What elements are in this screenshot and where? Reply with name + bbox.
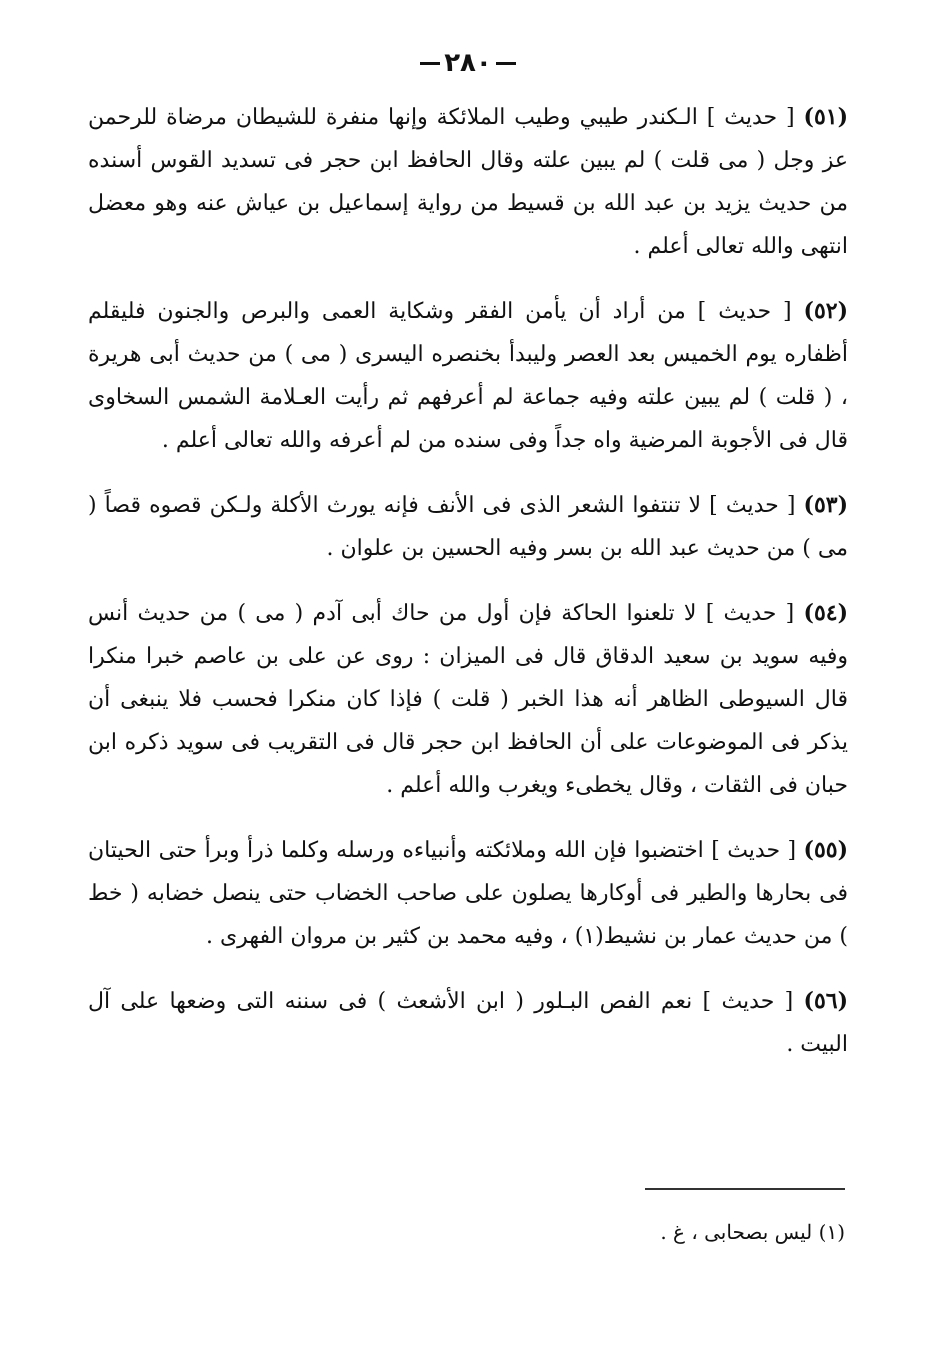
hadith-number: (٥٦) [803,988,848,1014]
hadith-text: [ حديث ] لا تنتفوا الشعر الذى فى الأنف فإنه يورث الأكلة ولـكن قصوه قصاً ( مى ) من حديث عبد الله بن بسر وفيه الحسين بن علوان . [88,493,848,561]
hadith-text: [ حديث ] من أراد أن يأمن الفقر وشكاية العمى والبرص والجنون فليقلم أظفاره يوم الخميس بعد العصر وليبدأ بخنصره اليسرى ( مى ) من حديث أبى هريرة ، ( قلت ) لم يبين علته وفيه جماعة لم أعرفهم ثم رأيت العـلامة الشمس السخاوى قال فى الأجوبة المرضية واه جداً وفى سنده من لم أعرفه والله تعالى أعلم . [88,299,848,453]
hadith-51 [88,96,848,268]
hadith-53 [88,484,848,570]
page-number-dash-right [496,62,516,65]
hadith-number: (٥٣) [803,492,849,518]
hadith-text: [ حديث ] نعم الفص البـلور ( ابن الأشعث ) فى سننه التى وضعها على آل البيت . [88,989,848,1057]
page-number-text: ٢٨٠ [444,48,492,78]
hadith-54 [88,592,848,807]
hadith-text: [ حديث ] لا تلعنوا الحاكة فإن أول من حاك أبى آدم ( مى ) من حديث أنس وفيه سويد بن سعيد الدقاق قال فى الميزان : روى عن على بن عاصم خبرا منكرا قال السيوطى الظاهر أنه هذا الخبر ( قلت ) فإذا كان منكرا فحسب فلا ينبغى أن يذكر فى الموضوعات على أن الحافظ ابن حجر قال فى التقريب فى سويد ذكره ابن حبان فى الثقات ، وقال يخطىء ويغرب والله أعلم . [88,601,848,798]
hadith-number: (٥٢) [803,298,848,324]
hadith-55 [88,829,848,958]
hadith-list [88,96,848,1088]
footnote: (١) ليس بصحابى ، غ . [660,1220,845,1244]
hadith-52 [88,290,848,462]
hadith-text: [ حديث ] الـكندر طيبي وطيب الملائكة وإنها منفرة للشيطان مرضاة للرحمن عز وجل ( مى قلت ) لم يبين علته وقال الحافظ ابن حجر فى تسديد القوس أسنده من حديث يزيد بن عبد الله بن قسيط من رواية إسماعيل بن عياش عنه وهو معضل انتهى والله تعالى أعلم . [88,105,848,259]
hadith-56 [88,980,848,1066]
page-number-dash-left [420,62,440,65]
hadith-number: (٥١) [803,104,849,130]
hadith-number: (٥٥) [803,837,848,863]
page-number [0,48,936,78]
hadith-number: (٥٤) [803,600,848,626]
footnote-divider [645,1188,845,1190]
hadith-text: [ حديث ] اختضبوا فإن الله وملائكته وأنبياءه ورسله وكلما ذرأ وبرأ حتى الحيتان فى بحارها والطير فى أوكارها يصلون على صاحب الخضاب حتى ينصل خضابه ( خط ) من حديث عمار بن نشيط(١) ، وفيه محمد بن كثير بن مروان الفهرى . [88,838,848,949]
